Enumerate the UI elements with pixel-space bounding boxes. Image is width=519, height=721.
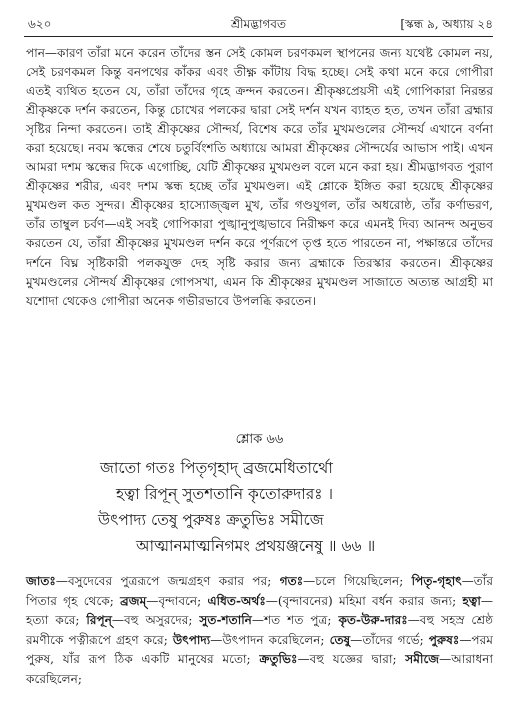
synonym-term: ক্রতুভিঃ — [259, 652, 298, 666]
verse-line-4: আত্মানমাত্মনিগমং প্রথয়ঞ্জনেষু ॥ ৬৬ ॥ — [136, 537, 376, 555]
synonym-meaning: —হত্যা করে; — [26, 593, 494, 627]
word-meanings — [26, 572, 493, 689]
section-reference: [স্কন্ধ ৯, অধ্যায় ২৪ — [400, 17, 493, 31]
synonym-term: পুরুষঃ — [428, 632, 460, 647]
synonym-meaning: —(বৃন্দাবনের) মহিমা বর্ধন করার জন্য; — [265, 593, 463, 608]
synonym-term: সমীজে — [405, 652, 440, 666]
synonym-term: হত্বা — [462, 593, 481, 608]
synonym-meaning: —বৃন্দাবনে; — [146, 593, 208, 608]
synonym-meaning: —পরম পুরুষ, যাঁর রূপ ঠিক একটি মানুষের মতো; — [26, 632, 493, 666]
synonym-meaning: —বহু অসুরদের; — [111, 613, 200, 627]
synonym-term: গতঃ — [279, 574, 304, 588]
synonym-meaning: —তাঁর পিতার গৃহ থেকে; — [26, 574, 493, 608]
page-number: ৬২০ — [28, 17, 52, 31]
synonym-term: ব্রজম্ — [120, 593, 147, 608]
book-title: শ্রীমদ্ভাগবত — [230, 17, 286, 31]
verse-line-3: উৎপাদ্য তেষু পুরুষঃ ক্রতুভিঃ সমীজে — [98, 511, 324, 529]
synonym-meaning: —উৎপাদন করেছিলেন; — [210, 632, 330, 647]
synonym-meaning: —বসুদেবের পুত্ররূপে জন্মগ্রহণ করার পর; — [55, 574, 280, 588]
synonym-meaning: —বহু যজ্ঞের দ্বারা; — [297, 652, 406, 666]
verse-line-1: জাতো গতঃ পিতৃগৃহাদ্ ব্রজমেধিতার্থো — [100, 459, 333, 477]
word-meanings-paragraph — [26, 572, 493, 689]
synonym-meaning: —তাঁদের গর্ভে; — [350, 632, 429, 647]
verse-block — [26, 430, 493, 559]
synonym-term: জাতঃ — [26, 574, 56, 588]
page-header — [24, 12, 493, 34]
synonym-term: কৃত-উরু-দারঃ — [338, 613, 408, 627]
commentary-paragraph: পান—কারণ তাঁরা মনে করেন তাঁদের স্তন সেই কোমল চরণকমল স্থাপনের জন্য যথেষ্ট কোমল নয়, সেই চরণকমল কিন্তু বনপথের কাঁকর এবং তীক্ষ্ণ কাঁটায় বিদ্ধ হচ্ছে। সেই কথা মনে করে গোপীরা এতই ব্যথিত হতেন যে, তাঁরা তাঁদের গৃহে ক্রন্দন করতেন। শ্রীকৃষ্ণপ্রেয়সী এই গোপিকারা নিরন্তর শ্রীকৃষ্ণকে দর্শন করতেন, কিন্তু চোখের পলকের দ্বারা সেই দর্শন যখন ব্যাহত হত, তখন তাঁরা ব্রহ্মার সৃষ্টির নিন্দা করতেন। তাই শ্রীকৃষ্ণের সৌন্দর্য, বিশেষ করে তাঁর মুখমণ্ডলের সৌন্দর্য এখানে বর্ণনা করা হয়েছে। নবম স্কন্ধের শেষে চতুর্বিংশতি অধ্যায়ে আমরা শ্রীকৃষ্ণের সৌন্দর্যের আভাস পাই। এখন আমরা দশম স্কন্ধের দিকে এগোচ্ছি, যেটি শ্রীকৃষ্ণের মুখমণ্ডল বলে মনে করা হয়। শ্রীমদ্ভাগবত পুরাণ শ্রীকৃষ্ণের শরীর, এবং দশম স্কন্ধ হচ্ছে তাঁর মুখমণ্ডল। এই শ্লোকে ইঙ্গিত করা হয়েছে শ্রীকৃষ্ণের মুখমণ্ডল কত সুন্দর। শ্রীকৃষ্ণের হাস্যোজ্জ্বল মুখ, তাঁর গণ্ডযুগল, তাঁর অধরোষ্ঠ, তাঁর কর্ণাভরণ, তাঁর তাম্বুল চর্বণ—এই সবই গোপিকারা পুঙ্খানুপুঙ্খভাবে নিরীক্ষণ করে এমনই দিব্য আনন্দ অনুভব করতেন যে, তাঁরা শ্রীকৃষ্ণের মুখমণ্ডল দর্শন করে পূর্ণরূপে তৃপ্ত হতে পারতেন না, পক্ষান্তরে তাঁদের দর্শনে বিঘ্ন সৃষ্টিকারী পলকযুক্ত দেহ সৃষ্টি করার জন্য ব্রহ্মাকে তিরস্কার করতেন। শ্রীকৃষ্ণের মুখমণ্ডলের সৌন্দর্য শ্রীকৃষ্ণের গোপসখা, এমন কি শ্রীকৃষ্ণের মুখমণ্ডল সাজাতে অত্যন্ত আগ্রহী মা যশোদা থেকেও গোপীরা অনেক গভীরভাবে উপলব্ধি করতেন। — [26, 46, 493, 308]
synonym-term: উৎপাদ্য — [172, 632, 211, 647]
synonym-meaning: —চলে গিয়েছিলেন; — [303, 574, 412, 588]
synonym-meaning: —শত শত পুত্র; — [251, 613, 339, 627]
synonym-meaning: —বহু সহস্র শ্রেষ্ঠ রমণীকে পত্নীরূপে গ্রহণ করে; — [26, 613, 493, 647]
header-divider — [24, 36, 493, 37]
synonym-term: সুত-শতানি — [199, 613, 252, 627]
verse-title: শ্লোক ৬৬ — [235, 432, 284, 447]
synonym-term: রিপূন্ — [86, 613, 112, 627]
synonym-meaning: —আরাধনা করেছিলেন; — [26, 652, 493, 686]
synonym-term: এধিত-অর্থঃ — [207, 593, 266, 608]
commentary-text — [26, 44, 493, 311]
verse-line-2: হত্বা রিপূন্ সুতশতানি কৃতোরুদারঃ । — [116, 485, 334, 503]
synonym-term: পিতৃ-গৃহাৎ — [411, 574, 462, 588]
synonym-term: তেষু — [329, 632, 351, 647]
